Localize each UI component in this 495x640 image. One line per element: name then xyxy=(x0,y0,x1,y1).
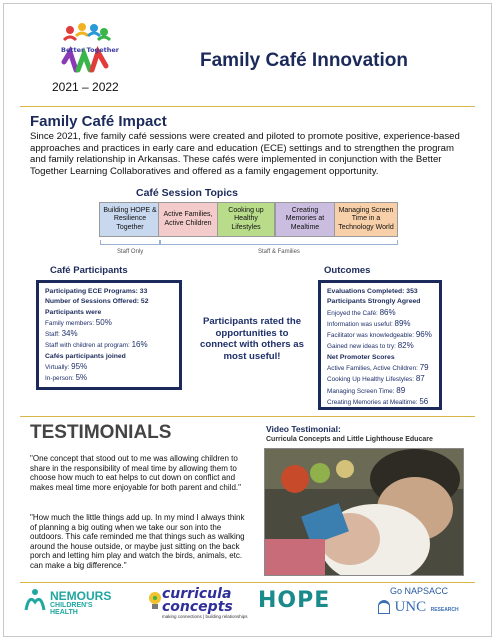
lightbulb-icon xyxy=(148,590,162,614)
impact-title: Family Café Impact xyxy=(30,113,167,130)
evaluations-completed: Evaluations Completed: 353 xyxy=(327,288,418,295)
joined-heading: Cafés participants joined xyxy=(45,352,126,360)
unc-text: UNC xyxy=(394,599,427,615)
nps-screen-time: Managing Screen Time: 89 xyxy=(327,385,406,395)
family-members-stat: Family members: 50% xyxy=(45,317,112,327)
hope-logo: HOPE xyxy=(258,588,331,613)
useful-stat: Information was useful: 89% xyxy=(327,318,411,328)
participants-box xyxy=(36,280,182,390)
staff-families-bracket xyxy=(160,240,398,245)
inperson-stat: In-person: 5% xyxy=(45,373,88,383)
divider-bottom xyxy=(20,582,475,583)
staff-stat: Staff: 34% xyxy=(45,329,78,339)
nemours-icon xyxy=(24,588,46,612)
ideas-stat: Gained new ideas to try: 82% xyxy=(327,341,414,351)
staff-families-label: Staff & Families xyxy=(258,249,300,255)
testimonials-title: TESTIMONIALS xyxy=(30,422,172,443)
divider-middle xyxy=(20,416,475,417)
participants-were-heading: Participants were xyxy=(45,308,102,316)
topic-hope-resilience: Building HOPE & Resilience Together xyxy=(99,202,161,237)
page-title: Family Café Innovation xyxy=(200,50,408,71)
divider-top xyxy=(20,106,475,107)
topic-cooking-healthy: Cooking up Healthy Lifestyles xyxy=(217,202,275,237)
nps-creating-memories: Creating Memories at Mealtime: 56 xyxy=(327,396,429,406)
photo-illustration xyxy=(265,449,464,576)
go-napsacc-text: Go NAPSACC xyxy=(390,586,449,596)
topic-screen-time: Managing Screen Time in a Technology World xyxy=(334,202,398,237)
nps-cooking: Cooking Up Healthy Lifestyles: 87 xyxy=(327,374,425,384)
research-text: RESEARCH xyxy=(430,607,459,613)
testimonial-quote-1: "One concept that stood out to me was allowing children to share in the responsibility of meal time by allowing them to choose how much to eat helps to cut down on conflict and makes meal time more enjoyable for both parent and child." xyxy=(30,454,241,492)
video-testimonial-title: Video Testimonial: xyxy=(266,424,341,434)
topic-active-families: Active Families, Active Children xyxy=(158,202,218,237)
topic-creating-memories: Creating Memories at Mealtime xyxy=(275,202,335,237)
strongly-agreed-heading: Participants Strongly Agreed xyxy=(327,298,421,306)
outcomes-box xyxy=(318,280,442,410)
participants-heading: Café Participants xyxy=(50,265,128,276)
video-testimonial-subtitle: Curricula Concepts and Little Lighthouse Educare xyxy=(266,436,433,443)
enjoyed-stat: Enjoyed the Café: 86% xyxy=(327,307,396,317)
outcomes-heading: Outcomes xyxy=(324,265,371,276)
ece-programs: Participating ECE Programs: 33 xyxy=(45,288,148,295)
years-label: 2021 – 2022 xyxy=(52,80,119,94)
nps-active-families: Active Families, Active Children: 79 xyxy=(327,363,429,373)
topics-title: Café Session Topics xyxy=(136,187,238,199)
staff-children-stat: Staff with children at program: 16% xyxy=(45,340,148,350)
nps-heading: Net Promoter Scores xyxy=(327,353,395,361)
concepts-text: concepts xyxy=(162,599,233,615)
participants-rated-callout: Participants rated the opportunities to connect with others as most useful! xyxy=(200,316,304,362)
curricula-text: curricula xyxy=(162,586,232,602)
staff-only-bracket xyxy=(100,240,160,245)
old-well-icon xyxy=(378,600,390,614)
nemours-sub: CHILDREN'S HEALTH xyxy=(50,602,93,616)
nemours-name: NEMOURS xyxy=(50,589,112,603)
logo-text: Better Together xyxy=(61,46,119,54)
impact-paragraph: Since 2021, five family café sessions were created and piloted to promote positive, experience-based approaches and practices in early care and education (ECE) settings and to strengthen the program and family relationship in Arkansas. These cafés were implemented in conjunction with the Better Together Learning Collaboratives and offered as a family engagement opportunity. xyxy=(30,131,460,177)
testimonial-quote-2: "How much the little things add up. In my mind I always think of planning a big outing when we take our son into the outdoors. This cafe reminded me that things such as walking around the house outside, or maybe just sitting on the back porch and letting him play and watch the birds, animals, etc. can make a big difference." xyxy=(30,513,245,570)
staff-only-label: Staff Only xyxy=(117,249,144,255)
sessions-offered: Number of Sessions Offered: 52 xyxy=(45,298,149,306)
virtually-stat: Virtually: 95% xyxy=(45,362,88,372)
facilitator-stat: Facilitator was knowledgeable: 96% xyxy=(327,330,432,340)
video-testimonial-photo[interactable] xyxy=(264,448,464,576)
curricula-tagline: making connections | building relationships xyxy=(162,614,248,619)
